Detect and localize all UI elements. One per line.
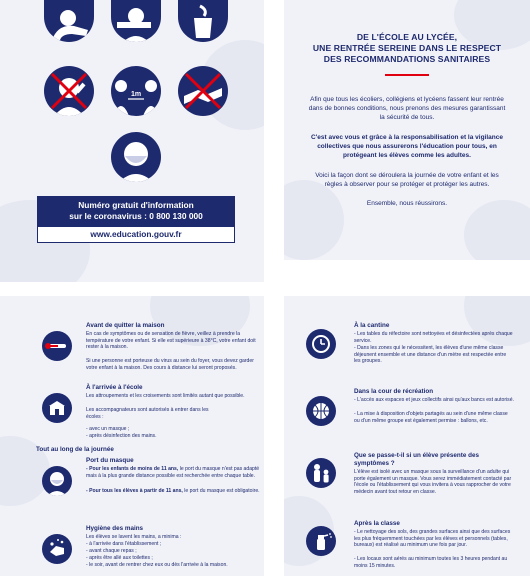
closing-paragraph: Ensemble, nous réussirons. <box>366 200 448 207</box>
day-paragraph: Voici la façon dont se déroulera la journée de votre enfant et les règles à observer pour se protéger et protéger les autres. <box>315 172 499 188</box>
section-text-before-home-2: Si une personne est porteuse du virus au sein du foyer, vous devez garder votre enfant à la maison. Des cours à distance lui seront proposés. <box>86 358 254 371</box>
intro-paragraph: Afin que tous les écoliers, collégiens et lycéens fassent leur rentrée dans de bonnes conditions, nous prenons des mesures garantissant la sécurité de tous. <box>308 96 506 121</box>
mask-rule-over-11 <box>86 488 260 495</box>
section-title-arrival: À l'arrivée à l'école <box>86 384 143 391</box>
after-class-text-1: - Le nettoyage des sols, des grandes surfaces ainsi que des surfaces les plus fréquemment touchées par les élèves et personnels (tables, bureaux) est réalisé au minimum une fois par jour. <box>354 529 511 549</box>
section-title-hygiene: Hygiène des mains <box>86 525 144 532</box>
arrival-item-mask: - avec un masque ; <box>86 426 130 432</box>
cough-elbow-icon <box>44 0 94 42</box>
responsibility-paragraph: C'est avec vous et grâce à la responsabilisation et la vigilance collectives que nous assurerons l'éducation pour tous, en protégeant les élèves comme les adultes. <box>311 134 503 159</box>
clock-icon <box>306 329 336 359</box>
playground-text-2: - La mise à disposition d'objets partagés au sein d'une même classe ou d'un même groupe est également permise : ballons, etc. <box>354 411 508 424</box>
disinfectant-spray-icon <box>306 526 336 556</box>
no-face-touch-icon <box>44 66 94 116</box>
basketball-icon <box>306 396 336 426</box>
playground-text-1: - L'accès aux espaces et jeux collectifs ainsi qu'aux bancs est autorisé. <box>354 397 514 403</box>
thermometer-icon <box>42 331 72 361</box>
arrival-item-hands: - après désinfection des mains. <box>86 433 157 439</box>
mask-rule-under-11 <box>86 466 260 479</box>
title-line-1: DE L'ÉCOLE AU LYCÉE, <box>356 32 458 42</box>
mask-rule-under-11-text: le port du masque n'est pas adapté mais à la plus grande distance possible est recherchée entre chaque table. <box>86 466 260 479</box>
hygiene-item-evening: - le soir, avant de rentrer chez eux ou dès l'arrivée à la maison. <box>86 562 228 568</box>
title-line-2: UNE RENTRÉE SEREINE DANS LE RESPECT <box>312 43 502 53</box>
hygiene-intro: Les élèves se lavent les mains, a minima : <box>86 534 182 540</box>
poster-bottom-right <box>284 296 530 576</box>
canteen-text-2: - Dans les zones qui le nécessitent, les élèves d'une même classe déjeunent ensemble et une distance d'un mètre est respectée entre les groupes. <box>354 345 507 365</box>
red-divider <box>385 74 429 76</box>
after-class-text-2: - Les locaux sont aérés au minimum toutes les 3 heures pendant au moins 15 minutes. <box>354 556 508 569</box>
hand-washing-icon <box>42 534 72 564</box>
hero-title <box>290 32 524 65</box>
face-mask-icon <box>111 132 161 182</box>
website-link[interactable]: www.education.gouv.fr <box>37 226 235 243</box>
mask-rule-under-11-bold: - Pour les enfants de moins de 11 ans, <box>86 466 179 472</box>
section-text-before-home-1: En cas de symptômes ou de sensation de fièvre, veillez à prendre la température de votre enfant. Si elle est supérieure à 38°C, votre enfant doit rester à la maison. <box>86 331 256 351</box>
adult-child-icon <box>306 458 336 488</box>
title-line-3: DES RECOMMANDATIONS SANITAIRES <box>323 54 491 64</box>
phone-line-2: sur le coronavirus : 0 800 130 000 <box>69 211 203 221</box>
canteen-text-1: - Les tables du réfectoire sont nettoyées et désinfectées après chaque service. <box>354 331 513 344</box>
section-text-arrival-2: Les accompagnateurs sont autorisés à entrer dans les écoles : <box>86 407 209 420</box>
distance-1m-icon <box>111 66 161 116</box>
phone-info-box <box>37 196 235 226</box>
mask-rule-over-11-text: le port du masque est obligatoire. <box>184 488 260 494</box>
section-title-after-class: Après la classe <box>354 520 400 527</box>
poster-top-right <box>284 0 530 260</box>
hygiene-item-meal: - avant chaque repas ; <box>86 548 137 554</box>
section-text-arrival-1: Les attroupements et les croisements sont limités autant que possible. <box>86 393 245 399</box>
mask-rule-over-11-bold: - Pour tous les élèves à partir de 11 ans, <box>86 488 183 494</box>
distance-label: 1m <box>130 91 142 98</box>
hygiene-item-arrival: - à l'arrivée dans l'établissement ; <box>86 541 162 547</box>
face-mask-child-icon <box>42 466 72 496</box>
no-handshake-icon <box>178 66 228 116</box>
section-title-playground: Dans la cour de récréation <box>354 388 434 395</box>
section-title-canteen: À la cantine <box>354 322 390 329</box>
school-building-icon <box>42 393 72 423</box>
section-title-mask: Port du masque <box>86 457 134 464</box>
section-title-symptoms: Que se passe-t-il si un élève présente des symptômes ? <box>354 452 479 467</box>
tissue-bin-icon <box>178 0 228 42</box>
sneeze-tissue-icon <box>111 0 161 42</box>
day-heading: Tout au long de la journée <box>36 446 114 453</box>
poster-top-left <box>0 0 264 282</box>
symptoms-text: L'élève est isolé avec un masque sous la surveillance d'un adulte qui porte également un masque. Vous serez immédiatement contacté par l'école ou l'établissement qui vous invitera à vous rapprocher de votre médecin avant tout retour en classe. <box>354 469 512 495</box>
section-title-before-home: Avant de quitter la maison <box>86 322 165 329</box>
hygiene-item-toilets: - après être allé aux toilettes ; <box>86 555 153 561</box>
phone-line-1: Numéro gratuit d'information <box>78 200 194 210</box>
poster-bottom-left <box>0 296 264 576</box>
